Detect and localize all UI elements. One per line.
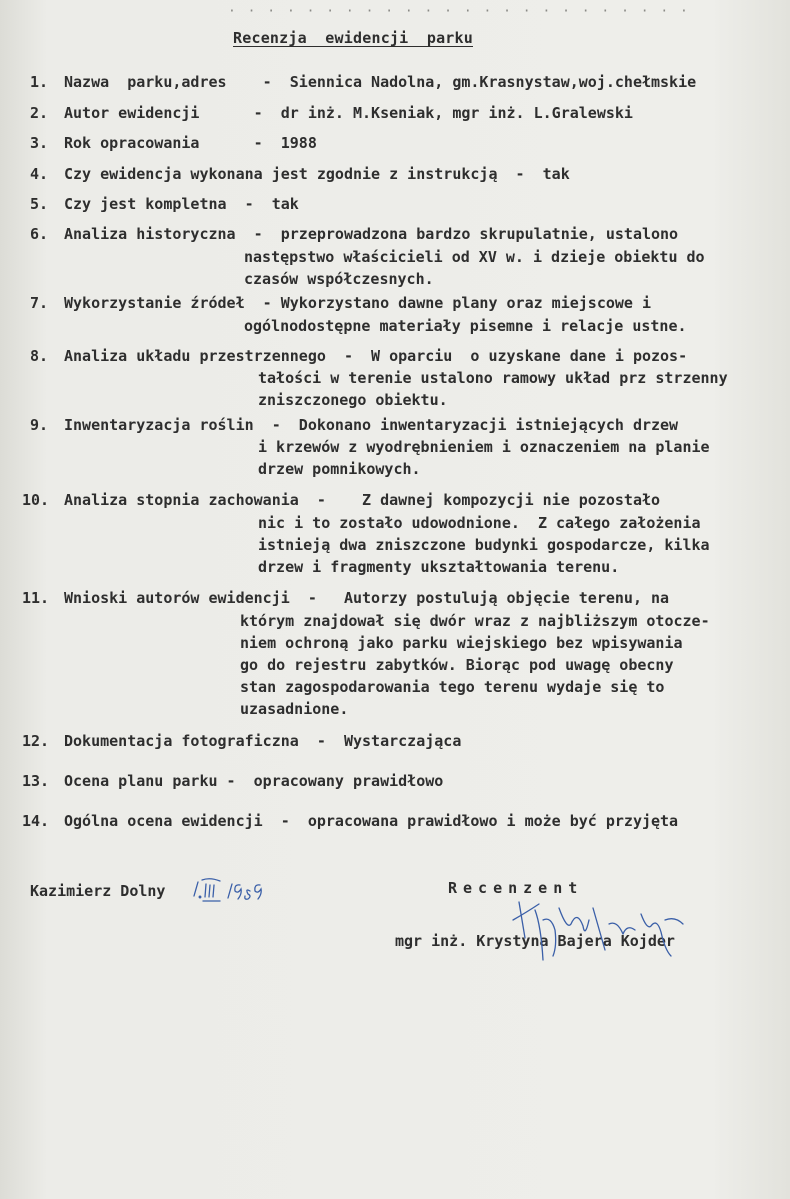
item-text: Analiza historyczna - przeprowadzona bardzo skrupulatnie, ustalono [64, 225, 679, 243]
item-text: Analiza stopnia zachowania - Z dawnej kompozycji nie pozostało [64, 491, 661, 509]
place-name: Kazimierz Dolny [30, 882, 166, 900]
item-number: 9. [30, 416, 49, 434]
reviewer-name: mgr inż. Krystyna Bajera Kojder [395, 932, 675, 950]
item-text: Czy ewidencja wykonana jest zgodnie z instrukcją - tak [64, 165, 570, 183]
item-text: Autor ewidencji - dr inż. M.Kseniak, mgr inż. L.Gralewski [64, 104, 633, 122]
item-number: 4. [30, 165, 49, 183]
handwritten-date [188, 872, 288, 908]
item-text: Inwentaryzacja roślin - Dokonano inwentaryzacji istniejących drzew [64, 416, 679, 434]
document-title: Recenzja ewidencji parku [233, 29, 473, 47]
item-text: następstwo właścicieli od XV w. i dzieje obiektu do [244, 248, 705, 266]
item-text: niem ochroną jako parku wiejskiego bez wpisywania [240, 634, 683, 652]
item-number: 1. [30, 73, 49, 91]
dotted-rule: · · · · · · · · · · · · · · · · · · · · · · · · [228, 4, 690, 19]
item-text: uzasadnione. [240, 700, 349, 718]
item-text: zniszczonego obiektu. [258, 391, 448, 409]
item-text: nic i to zostało udowodnione. Z całego założenia [258, 514, 701, 532]
item-text: Dokumentacja fotograficzna - Wystarczająca [64, 732, 462, 750]
item-text: Nazwa parku,adres - Siennica Nadolna, gm.Krasnystaw,woj.chełmskie [64, 73, 697, 91]
item-text: Analiza układu przestrzennego - W oparciu o uzyskane dane i pozos- [64, 347, 688, 365]
item-text: Czy jest kompletna - tak [64, 195, 299, 213]
item-number: 3. [30, 134, 49, 152]
item-text: go do rejestru zabytków. Biorąc pod uwagę obecny [240, 656, 674, 674]
item-number: 12. [22, 732, 50, 750]
item-text: Ocena planu parku - opracowany prawidłowo [64, 772, 444, 790]
item-number: 5. [30, 195, 49, 213]
reviewer-role: Recenzent [448, 879, 584, 897]
item-number: 8. [30, 347, 49, 365]
item-text: Ogólna ocena ewidencji - opracowana prawidłowo i może być przyjęta [64, 812, 679, 830]
item-text: tałości w terenie ustalono ramowy układ prz strzenny [258, 369, 728, 387]
signature [505, 890, 695, 970]
item-text: którym znajdował się dwór wraz z najbliższym otocze- [240, 612, 710, 630]
item-text: Wykorzystanie źródeł - Wykorzystano dawne plany oraz miejscowe i [64, 294, 651, 312]
item-text: istnieją dwa zniszczone budynki gospodarcze, kilka [258, 536, 710, 554]
item-text: i krzewów z wyodrębnieniem i oznaczeniem na planie [258, 438, 710, 456]
item-text: stan zagospodarowania tego terenu wydaje się to [240, 678, 665, 696]
item-number: 10. [22, 491, 50, 509]
item-number: 13. [22, 772, 50, 790]
item-text: czasów współczesnych. [244, 270, 434, 288]
item-text: Rok opracowania - 1988 [64, 134, 317, 152]
item-text: Wnioski autorów ewidencji - Autorzy postulują objęcie terenu, na [64, 589, 670, 607]
item-text: drzew i fragmenty ukształtowania terenu. [258, 558, 620, 576]
item-text: drzew pomnikowych. [258, 460, 421, 478]
item-number: 6. [30, 225, 49, 243]
item-text: ogólnodostępne materiały pisemne i relacje ustne. [244, 317, 687, 335]
item-number: 7. [30, 294, 49, 312]
item-number: 11. [22, 589, 50, 607]
item-number: 14. [22, 812, 50, 830]
item-number: 2. [30, 104, 49, 122]
